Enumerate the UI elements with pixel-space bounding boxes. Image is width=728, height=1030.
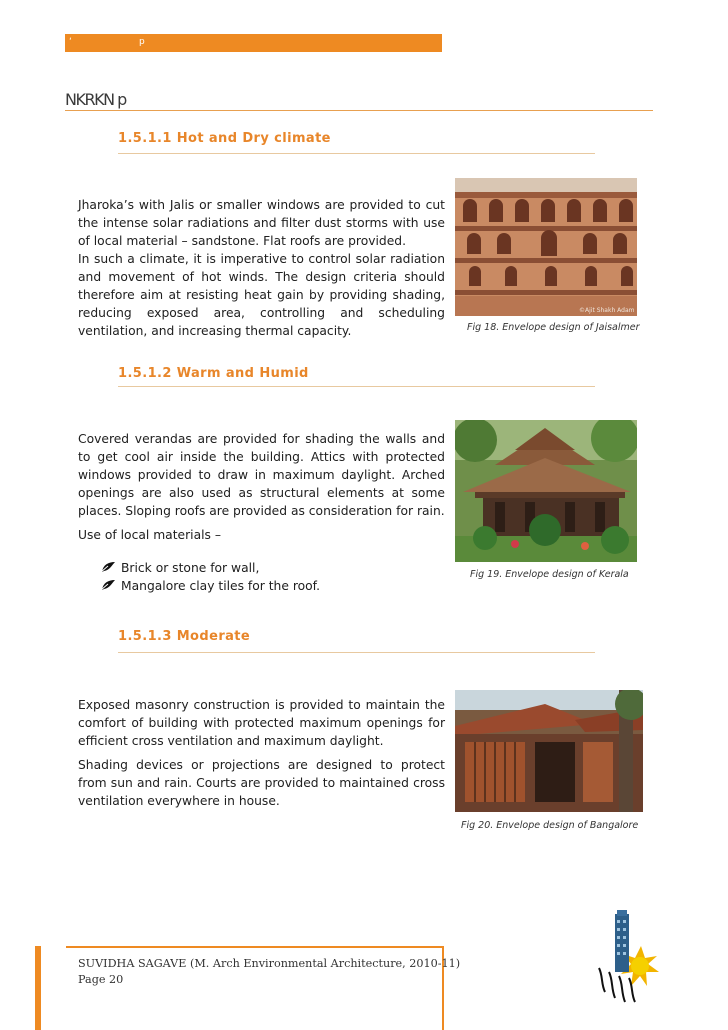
footer-logo xyxy=(593,906,663,1006)
photo-kerala xyxy=(455,420,637,562)
section-title-moderate: 1.5.1.3 Moderate xyxy=(118,629,251,644)
section-divider xyxy=(118,386,595,387)
material-text: Brick or stone for wall, xyxy=(121,561,260,575)
leaf-bullet-icon xyxy=(100,561,116,573)
paragraph: Covered verandas are provided for shading the walls and to get cool air inside the building. Attics with protected windows provided to draw in maximum daylight. Arched openings are also used as structural elements at some places. Sloping roofs are provided as consideration for rain. xyxy=(78,432,445,518)
materials-intro: Use of local materials – xyxy=(78,528,221,542)
caption-fig18: Fig 18. Envelope design of Jaisalmer xyxy=(467,322,640,333)
paragraph: Jharoka’s with Jalis or smaller windows are provided to cut the intense solar radiations and filter dust storms with use of local material – sandstone. Flat roofs are provided. xyxy=(78,198,445,248)
photo-bangalore xyxy=(455,690,643,812)
header-band-mark: ‘ xyxy=(69,37,72,47)
footer-text xyxy=(78,956,460,988)
building-sun-logo-icon xyxy=(593,906,663,1006)
bangalore-courtyard-image xyxy=(455,690,643,812)
section-body-hot-dry xyxy=(78,196,445,340)
photo-jaisalmer xyxy=(455,178,637,316)
footer-author: SUVIDHA SAGAVE (M. Arch Environmental Architecture, 2010-11) xyxy=(78,957,461,970)
header-divider xyxy=(65,110,653,111)
page-header-title: NKRKN p xyxy=(65,90,126,109)
section-title-warm-humid: 1.5.1.2 Warm and Humid xyxy=(118,366,309,381)
leaf-bullet-icon xyxy=(100,579,116,591)
caption-fig20: Fig 20. Envelope design of Bangalore xyxy=(461,820,639,831)
section-title-hot-dry: 1.5.1.1 Hot and Dry climate xyxy=(118,131,331,146)
material-text: Mangalore clay tiles for the roof. xyxy=(121,579,320,593)
section-body-warm-humid xyxy=(78,430,445,544)
header-band-letter: p xyxy=(139,37,145,47)
section-divider xyxy=(118,652,595,653)
paragraph: In such a climate, it is imperative to control solar radiation and movement of hot winds. The design criteria should therefore aim at resisting heat gain by providing shading, reducing exposed area, controlling and scheduling ventilation, and increasing thermal capacity. xyxy=(78,252,445,338)
section-divider xyxy=(118,153,595,154)
footer-divider xyxy=(66,946,444,948)
photo-credit: ©Ajit Shakh Adam xyxy=(579,307,635,314)
material-item xyxy=(100,577,320,595)
caption-fig19: Fig 19. Envelope design of Kerala xyxy=(470,569,629,580)
kerala-house-image xyxy=(455,420,637,562)
header-band xyxy=(65,34,442,52)
section-body-moderate xyxy=(78,696,445,810)
page-number: Page 20 xyxy=(78,973,124,986)
paragraph: Exposed masonry construction is provided to maintain the comfort of building with protected maximum openings for efficient cross ventilation and maximum daylight. xyxy=(78,698,445,748)
paragraph: Shading devices or projections are designed to protect from sun and rain. Courts are provided to maintained cross ventilation everywhere in house. xyxy=(78,758,445,808)
material-item xyxy=(100,559,259,577)
jaisalmer-facade-image xyxy=(455,178,637,316)
footer-side-bar xyxy=(35,946,41,1030)
